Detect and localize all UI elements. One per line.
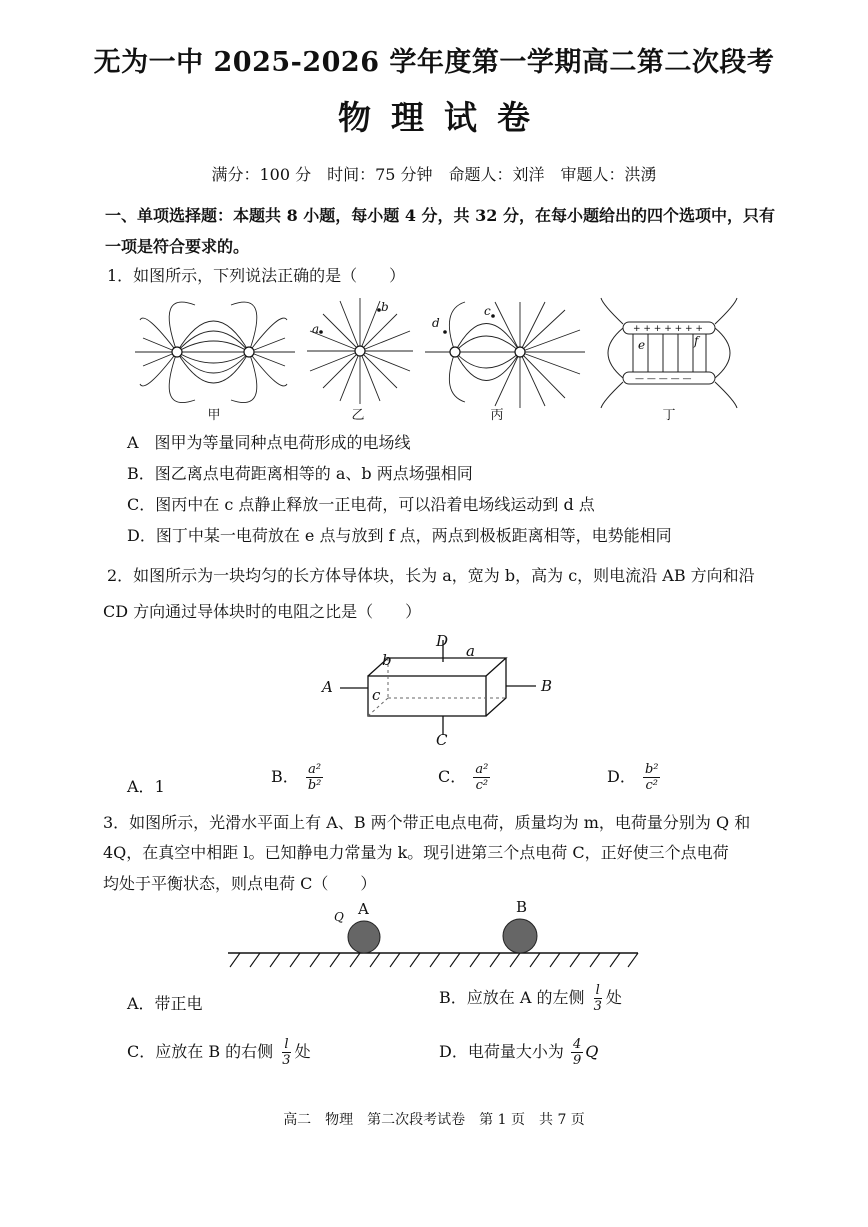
q2-option-b-prefix: B． bbox=[271, 767, 299, 786]
q3-option-d-fraction bbox=[571, 1037, 583, 1068]
page-footer: 高二 物理 第二次段考试卷 第 1 页 共 7 页 bbox=[283, 1112, 585, 1128]
q2-option-b bbox=[271, 762, 325, 793]
q3-label-A: A bbox=[358, 900, 369, 918]
q3-option-b-prefix: B．应放在 A 的左侧 bbox=[439, 988, 585, 1007]
exam-meta: 满分：100 分 时间：75 分钟 命题人：刘洋 审题人：洪湧 bbox=[211, 165, 657, 184]
q3-stem-line3: 均处于平衡状态，则点电荷 C（ ） bbox=[103, 874, 377, 893]
q2-label-c: c bbox=[372, 686, 381, 704]
q1-figure-bing bbox=[425, 300, 585, 410]
q3-option-b bbox=[439, 983, 622, 1014]
q1-figure-jia bbox=[135, 300, 295, 410]
q1-label-yi: 乙 bbox=[351, 408, 365, 423]
q2-label-a: a bbox=[466, 642, 475, 660]
svg-text:— — — — —: — — — — — bbox=[635, 374, 692, 384]
q2-option-c-num: a² bbox=[475, 762, 489, 777]
q1-option-b: B．图乙离点电荷距离相等的 a、b 两点场强相同 bbox=[127, 464, 473, 483]
q3-label-Q: Q bbox=[334, 910, 344, 924]
q2-stem-line1: 2．如图所示为一块均匀的长方体导体块，长为 a，宽为 b，高为 c，则电流沿 AB 方向和沿 bbox=[107, 566, 755, 585]
q3-option-c-suffix: 处 bbox=[294, 1042, 311, 1061]
q1-label-ding: 丁 bbox=[662, 408, 676, 423]
q2-option-a-value: 1 bbox=[154, 777, 165, 796]
q1-point-a: a bbox=[312, 322, 320, 336]
q1-option-c: C．图丙中在 c 点静止释放一正电荷，可以沿着电场线运动到 d 点 bbox=[127, 495, 595, 514]
q3-option-a: A．带正电 bbox=[127, 994, 203, 1013]
q2-label-A: A bbox=[322, 678, 333, 696]
q2-option-c-den: c² bbox=[475, 778, 489, 793]
svg-text:+ + + + + + +: + + + + + + + bbox=[633, 324, 703, 334]
q1-figure-yi bbox=[305, 296, 415, 406]
q2-option-d-prefix: D． bbox=[607, 767, 636, 786]
q2-option-a-prefix: A． bbox=[127, 777, 155, 796]
q2-label-D: D bbox=[436, 632, 449, 650]
q1-label-jia: 甲 bbox=[207, 408, 221, 423]
q3-option-c bbox=[127, 1037, 311, 1068]
q2-label-b: b bbox=[382, 651, 392, 669]
q1-point-d: d bbox=[432, 316, 440, 330]
q3-figure bbox=[228, 905, 648, 975]
q2-stem-line2: CD 方向通过导体块时的电阻之比是（ ） bbox=[103, 602, 422, 621]
q2-option-d-fraction bbox=[643, 762, 661, 793]
q1-figure-ding bbox=[603, 300, 733, 408]
q2-label-B: B bbox=[541, 677, 553, 695]
q3-stem-line2: 4Q，在真空中相距 l。已知静电力常量为 k。现引进第三个点电荷 C，正好使三个点电荷 bbox=[103, 843, 729, 862]
exam-title: 无为一中 2025-2026 学年度第一学期高二第二次段考 bbox=[93, 47, 775, 78]
q3-option-c-prefix: C．应放在 B 的右侧 bbox=[127, 1042, 274, 1061]
q2-option-b-num: a² bbox=[308, 762, 322, 777]
exam-subject: 物理试卷 bbox=[338, 98, 550, 137]
q3-stem-line1: 3．如图所示，光滑水平面上有 A、B 两个带正电点电荷，质量均为 m，电荷量分别为 Q 和 bbox=[103, 813, 751, 832]
q3-option-b-num: l bbox=[595, 983, 600, 998]
q3-option-b-den: 3 bbox=[593, 999, 602, 1014]
q3-option-d-den: 9 bbox=[572, 1053, 582, 1068]
q2-option-c-prefix: C． bbox=[438, 767, 467, 786]
q2-option-d-num: b² bbox=[644, 762, 659, 777]
q3-option-d-num: 4 bbox=[572, 1037, 582, 1052]
q1-label-bing: 丙 bbox=[490, 408, 504, 423]
q3-option-c-num: l bbox=[284, 1037, 289, 1052]
q2-option-b-fraction bbox=[306, 762, 324, 793]
q3-option-b-suffix: 处 bbox=[605, 988, 622, 1007]
q1-point-b: b bbox=[381, 300, 389, 314]
q3-option-d-prefix: D．电荷量大小为 bbox=[439, 1042, 564, 1061]
q2-option-d bbox=[607, 762, 662, 793]
section-heading: 一、单项选择题：本题共 8 小题，每小题 4 分，共 32 分，在每小题给出的四个选项中，只有一项是符合要求的。 bbox=[105, 206, 775, 256]
q2-option-c bbox=[438, 762, 492, 793]
q3-option-c-fraction bbox=[280, 1037, 292, 1068]
q1-point-e: e bbox=[638, 338, 646, 352]
q1-point-c: c bbox=[484, 304, 491, 318]
q1-stem: 1．如图所示，下列说法正确的是（ ） bbox=[107, 266, 406, 285]
q2-label-C: C bbox=[436, 731, 448, 749]
q2-option-c-fraction bbox=[473, 762, 490, 793]
q1-option-d: D．图丁中某一电荷放在 e 点与放到 f 点，两点到极板距离相等，电势能相同 bbox=[127, 526, 672, 545]
q3-option-b-fraction bbox=[592, 983, 604, 1014]
q3-option-d-suffix: Q bbox=[585, 1042, 599, 1061]
q2-option-d-den: c² bbox=[645, 778, 658, 793]
q3-label-B: B bbox=[516, 898, 528, 916]
q1-point-f: f bbox=[694, 334, 699, 348]
q3-option-d bbox=[439, 1037, 598, 1068]
q2-option-b-den: b² bbox=[307, 778, 322, 793]
q2-option-a bbox=[127, 774, 165, 797]
q3-option-c-den: 3 bbox=[282, 1053, 291, 1068]
q1-option-a: A 图甲为等量同种点电荷形成的电场线 bbox=[127, 433, 411, 452]
